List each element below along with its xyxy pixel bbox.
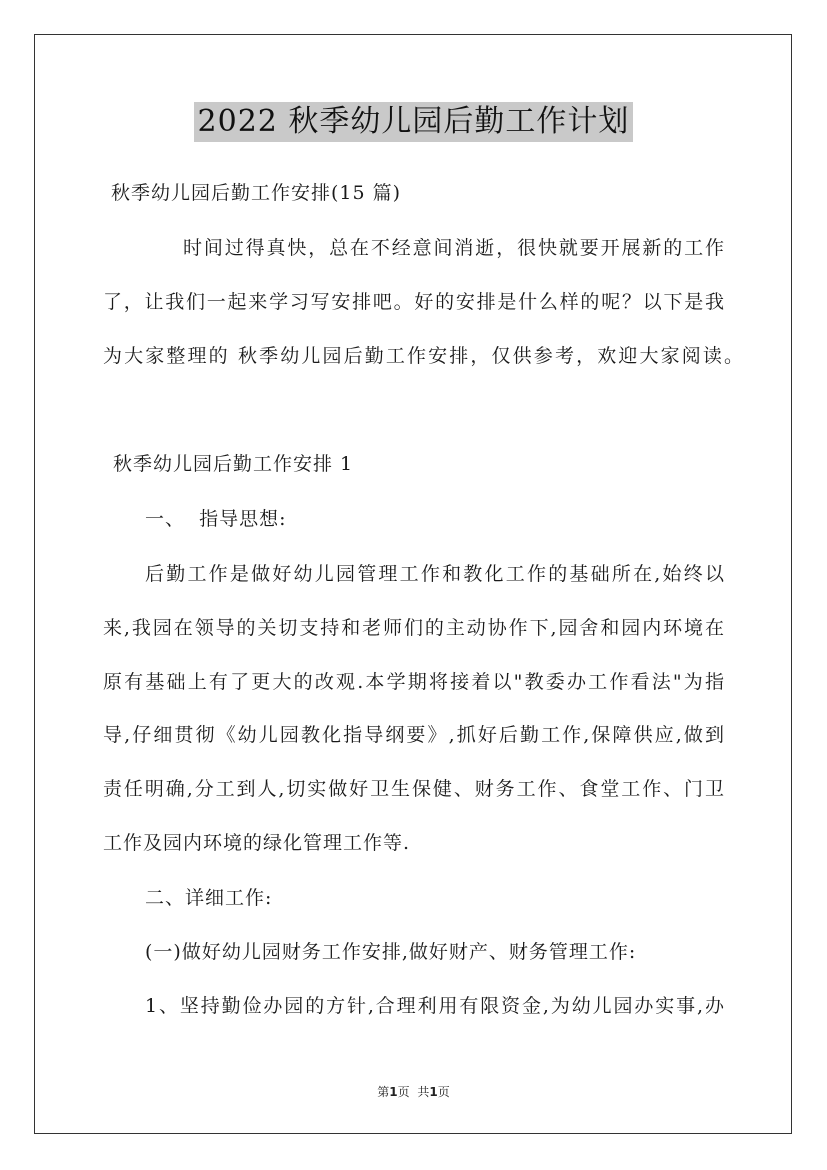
- section-heading: 秋季幼儿园后勤工作安排 1: [113, 453, 354, 475]
- footer-total-prefix: 共: [417, 1085, 430, 1099]
- item-one-line: 1、坚持勤俭办园的方针,合理利用有限资金,为幼儿园办实事,办: [145, 995, 725, 1017]
- heading-guiding-thought: 一、 指导思想:: [145, 508, 287, 530]
- heading-detailed-work: 二、详细工作:: [145, 887, 273, 909]
- footer-total-suffix: 页: [437, 1085, 450, 1099]
- footer-page-prefix: 第: [377, 1085, 390, 1099]
- paragraph-line-2: 来,我园在领导的关切支持和老师们的主动协作下,园舍和园内环境在: [103, 617, 725, 639]
- page-footer: [0, 1083, 827, 1100]
- document-subtitle: 秋季幼儿园后勤工作安排(15 篇): [111, 182, 402, 204]
- paragraph-line-4: 导,仔细贯彻《幼儿园教化指导纲要》,抓好后勤工作,保障供应,做到: [103, 724, 725, 746]
- paragraph-line-1: 后勤工作是做好幼儿园管理工作和教化工作的基础所在,始终以: [145, 563, 725, 585]
- paragraph-line-5: 责任明确,分工到人,切实做好卫生保健、财务工作、食堂工作、门卫: [103, 778, 725, 800]
- document-title: 2022 秋季幼儿园后勤工作计划: [194, 102, 634, 142]
- title-container: [0, 102, 827, 142]
- intro-line-3: 为大家整理的 秋季幼儿园后勤工作安排，仅供参考，欢迎大家阅读。: [103, 345, 744, 367]
- footer-total-number: 1: [429, 1085, 438, 1099]
- paragraph-line-3: 原有基础上有了更大的改观.本学期将接着以"教委办工作看法"为指: [103, 671, 725, 693]
- intro-line-1: 时间过得真快，总在不经意间消逝，很快就要开展新的工作: [183, 237, 725, 259]
- intro-line-2: 了，让我们一起来学习写安排吧。好的安排是什么样的呢？以下是我: [103, 291, 725, 313]
- footer-page-number: 1: [389, 1085, 398, 1099]
- footer-page-suffix: 页: [397, 1085, 410, 1099]
- sub-heading-finance: (一)做好幼儿园财务工作安排,做好财产、财务管理工作:: [145, 941, 637, 963]
- paragraph-line-6: 工作及园内环境的绿化管理工作等.: [103, 832, 411, 854]
